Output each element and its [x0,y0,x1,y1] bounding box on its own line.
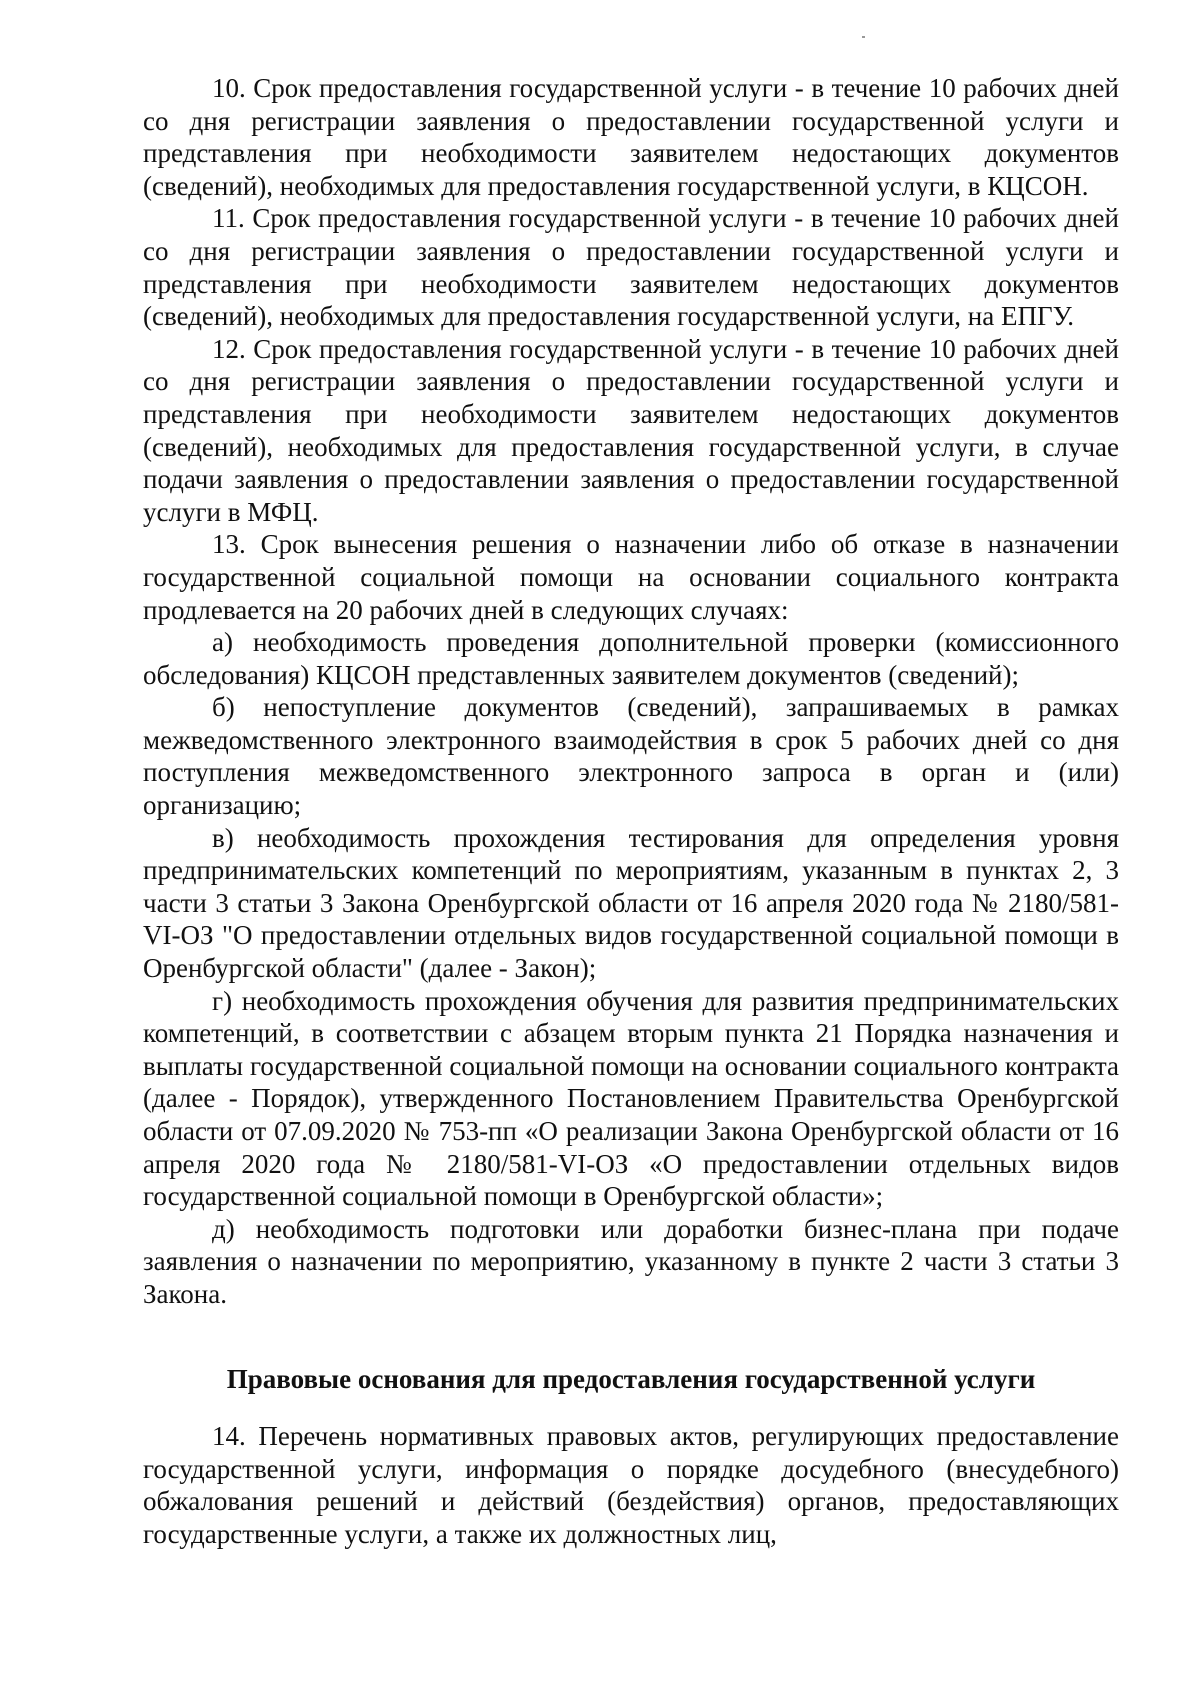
paragraph-14: 14. Перечень нормативных правовых актов, регулирующих предоставление государственной услуги, информация о порядке досудебного (внесудебного) обжалования решений и действий (бездействия) органов, предоставляющих государственные услуги, а также их должностных лиц, [143,1421,1119,1549]
paragraph-13-item-b: б) непоступление документов (сведений), запрашиваемых в рамках межведомственного электронного взаимодействия в срок 5 рабочих дней со дня поступления межведомственного электронного запроса в орган и (или) организацию; [143,692,1119,821]
document-body [143,72,1119,1551]
paragraph-11: 11. Срок предоставления государственной услуги - в течение 10 рабочих дней со дня регистрации заявления о предоставлении государственной услуги и представления при необходимости заявителем недостающих документов (сведений), необходимых для предоставления государственной услуги, на ЕПГУ. [143,203,1119,332]
paragraph-12: 12. Срок предоставления государственной услуги - в течение 10 рабочих дней со дня регистрации заявления о предоставлении государственной услуги и представления при необходимости заявителем недостающих документов (сведений), необходимых для предоставления государственной услуги, в случае подачи заявления о предоставлении заявления о предоставлении государственной услуги в МФЦ. [143,333,1119,527]
paragraph-13-item-d: д) необходимость подготовки или доработки бизнес-плана при подаче заявления о назначении по мероприятию, указанному в пункте 2 части 3 статьи 3 Закона. [143,1213,1119,1309]
section-heading: Правовые основания для предоставления государственной услуги [226,1363,1036,1394]
paragraph-13-item-g: г) необходимость прохождения обучения для развития предпринимательских компетенций, в соответствии с абзацем вторым пункта 21 Порядка назначения и выплаты государственной социальной помощи на основании социального контракта (далее - Порядок), утвержденного Постановлением Правительства Оренбургской области от 07.09.2020 № 753-пп «О реализации Закона Оренбургской области от 16 апреля 2020 года № 2180/581-VI-ОЗ «О предоставлении отдельных видов государственной социальной помощи в Оренбургской области»; [143,985,1119,1212]
paragraph-13-item-v: в) необходимость прохождения тестирования для определения уровня предпринимательских компетенций по мероприятиям, указанным в пунктах 2, 3 части 3 статьи 3 Закона Оренбургской области от 16 апреля 2020 года № 2180/581-VI-ОЗ "О предоставлении отдельных видов государственной социальной помощи в Оренбургской области" (далее - Закон); [143,822,1119,984]
scan-speck [862,36,865,38]
paragraph-13-item-a: а) необходимость проведения дополнительной проверки (комиссионного обследования) КЦСОН представленных заявителем документов (сведений); [143,627,1119,690]
paragraph-13: 13. Срок вынесения решения о назначении либо об отказе в назначении государственной социальной помощи на основании социального контракта продлевается на 20 рабочих дней в следующих случаях: [143,529,1119,625]
paragraph-10: 10. Срок предоставления государственной услуги - в течение 10 рабочих дней со дня регистрации заявления о предоставлении государственной услуги и представления при необходимости заявителем недостающих документов (сведений), необходимых для предоставления государственной услуги, в КЦСОН. [143,73,1119,201]
